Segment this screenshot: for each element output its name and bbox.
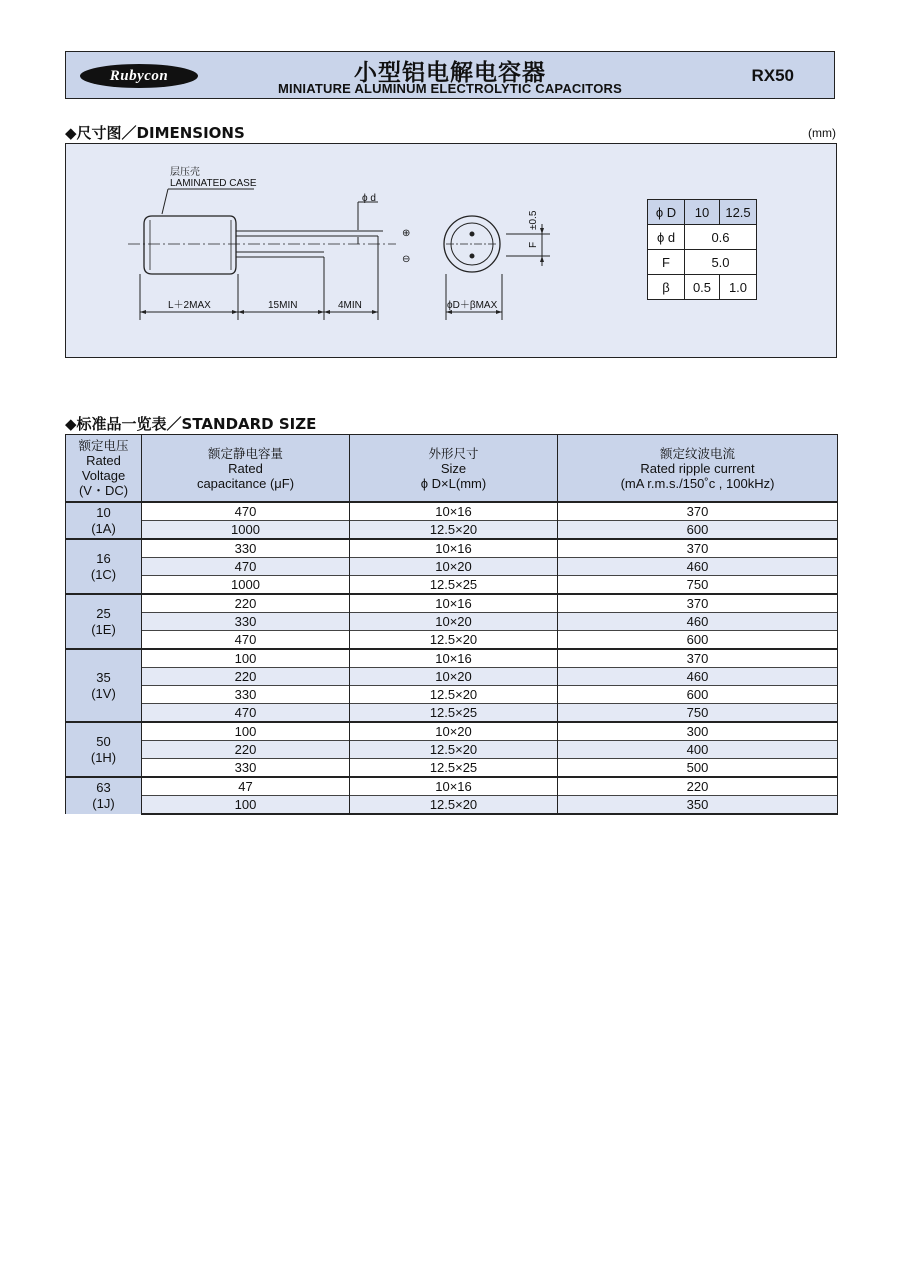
table-row: [66, 594, 838, 613]
phiD-label: ϕ D: [648, 200, 685, 225]
capacitance-cell: 220: [142, 741, 350, 759]
voltage-code: (1H): [90, 749, 117, 765]
length-label: L＋2MAX: [168, 300, 211, 311]
voltage-code: (1V): [91, 685, 116, 701]
table-row: [66, 704, 838, 723]
voltage-code: (1J): [92, 796, 115, 811]
table-header-row: [66, 435, 838, 503]
ripple-current-cell: 460: [558, 558, 838, 576]
capacitance-cell: 47: [142, 777, 350, 796]
size-cell: 10×16: [350, 649, 558, 668]
ripple-current-cell: 370: [558, 539, 838, 558]
ripple-current-cell: 460: [558, 668, 838, 686]
table-body: [66, 502, 838, 814]
size-cell: 12.5×20: [350, 741, 558, 759]
voltage-value: 25: [96, 605, 111, 621]
capacitance-cell: 470: [142, 502, 350, 521]
phiD-value-1: 10: [685, 200, 720, 225]
capacitance-cell: 100: [142, 796, 350, 815]
capacitance-cell: 470: [142, 558, 350, 576]
dimensions-panel: [65, 143, 837, 358]
ripple-current-cell: 750: [558, 576, 838, 595]
f-row-label: F: [648, 250, 685, 275]
unit-label: (mm): [808, 126, 836, 140]
capacitance-cell: 1000: [142, 521, 350, 540]
size-cell: 12.5×20: [350, 796, 558, 815]
ripple-current-cell: 370: [558, 502, 838, 521]
size-cell: 10×16: [350, 539, 558, 558]
size-cell: 10×16: [350, 777, 558, 796]
capacitance-cell: 100: [142, 649, 350, 668]
capacitance-cell: 330: [142, 613, 350, 631]
table-row: [66, 502, 838, 521]
size-cell: 10×16: [350, 502, 558, 521]
ripple-current-cell: 460: [558, 613, 838, 631]
ripple-current-cell: 500: [558, 759, 838, 778]
table-row: [66, 777, 838, 796]
capacitance-cell: 470: [142, 704, 350, 723]
table-row: [66, 613, 838, 631]
capacitance-cell: 330: [142, 686, 350, 704]
ripple-current-cell: 600: [558, 631, 838, 650]
ripple-current-cell: 600: [558, 686, 838, 704]
rubycon-logo: Rubycon: [80, 64, 198, 88]
diameter-label: ϕD＋βMAX: [447, 300, 498, 311]
table-row: [66, 796, 838, 815]
lead2-label: 4MIN: [338, 300, 362, 311]
ripple-current-cell: 220: [558, 777, 838, 796]
voltage-code: (1E): [91, 621, 116, 637]
voltage-value: 35: [96, 669, 111, 685]
header-banner: [65, 51, 835, 99]
ripple-current-cell: 370: [558, 649, 838, 668]
case-label-cn: 层压壳: [170, 167, 200, 178]
ripple-header: 额定纹波电流 Rated ripple current (mA r.m.s./150˚c , 100kHz): [558, 435, 838, 503]
capacitance-cell: 100: [142, 722, 350, 741]
size-cell: 10×20: [350, 613, 558, 631]
capacitance-cell: 1000: [142, 576, 350, 595]
table-row: [66, 539, 838, 558]
table-row: [66, 576, 838, 595]
size-header: 外形尺寸 Size ϕ D×L(mm): [350, 435, 558, 503]
capacitance-cell: 220: [142, 594, 350, 613]
table-row: [66, 558, 838, 576]
phid-label: ϕ d: [648, 225, 685, 250]
size-cell: 10×20: [350, 722, 558, 741]
table-row: [66, 649, 838, 668]
voltage-cell: [66, 502, 142, 539]
size-cell: 12.5×25: [350, 576, 558, 595]
size-cell: 12.5×20: [350, 631, 558, 650]
model-number: RX50: [751, 66, 794, 85]
beta-label: β: [648, 275, 685, 300]
capacitance-cell: 470: [142, 631, 350, 650]
standard-size-table: [65, 434, 838, 815]
table-row: [66, 759, 838, 778]
ripple-current-cell: 400: [558, 741, 838, 759]
capacitance-cell: 220: [142, 668, 350, 686]
phiD-value-2: 12.5: [720, 200, 757, 225]
voltage-cell: [66, 539, 142, 594]
f-label: F: [528, 241, 539, 248]
voltage-cell: [66, 722, 142, 777]
voltage-value: 10: [96, 504, 111, 520]
ripple-current-cell: 750: [558, 704, 838, 723]
voltage-value: 50: [96, 733, 111, 749]
capacitance-cell: 330: [142, 539, 350, 558]
beta-value-1: 0.5: [685, 275, 720, 300]
beta-value-2: 1.0: [720, 275, 757, 300]
capacitance-header: 额定静电容量 Rated capacitance (μF): [142, 435, 350, 503]
table-row: [66, 521, 838, 540]
table-row: [66, 668, 838, 686]
table-row: [66, 631, 838, 650]
lead-diameter-label: ϕ d: [362, 193, 376, 204]
voltage-cell: [66, 649, 142, 722]
page-title-en: MINIATURE ALUMINUM ELECTROLYTIC CAPACITORS: [278, 81, 622, 96]
voltage-value: 16: [96, 550, 111, 566]
phid-value: 0.6: [685, 225, 757, 250]
capacitance-cell: 330: [142, 759, 350, 778]
voltage-header: 额定电压 Rated Voltage (V・DC): [66, 435, 142, 503]
table-row: [66, 722, 838, 741]
size-cell: 12.5×20: [350, 521, 558, 540]
ripple-current-cell: 300: [558, 722, 838, 741]
plus-icon: ⊕: [402, 228, 411, 239]
table-row: [66, 741, 838, 759]
size-cell: 12.5×25: [350, 704, 558, 723]
ripple-current-cell: 350: [558, 796, 838, 815]
size-cell: 10×20: [350, 558, 558, 576]
size-cell: 10×20: [350, 668, 558, 686]
voltage-cell: [66, 777, 142, 814]
size-cell: 12.5×25: [350, 759, 558, 778]
dimension-table: [647, 199, 757, 300]
voltage-value: 63: [96, 780, 111, 795]
voltage-cell: [66, 594, 142, 649]
tolerance-label: ±0.5: [528, 210, 539, 230]
voltage-code: (1A): [91, 520, 116, 536]
dimensions-section-title: ◆尺寸图／DIMENSIONS: [65, 124, 245, 142]
table-row: [66, 686, 838, 704]
size-cell: 10×16: [350, 594, 558, 613]
f-value: 5.0: [685, 250, 757, 275]
case-label-en: LAMINATED CASE: [170, 178, 257, 189]
size-cell: 12.5×20: [350, 686, 558, 704]
lead1-label: 15MIN: [268, 300, 298, 311]
minus-icon: ⊖: [402, 254, 411, 265]
voltage-code: (1C): [90, 566, 117, 582]
page-title-cn: 小型铝电解电容器: [354, 60, 546, 86]
standard-size-section-title: ◆标准品一览表／STANDARD SIZE: [65, 415, 317, 433]
ripple-current-cell: 370: [558, 594, 838, 613]
ripple-current-cell: 600: [558, 521, 838, 540]
